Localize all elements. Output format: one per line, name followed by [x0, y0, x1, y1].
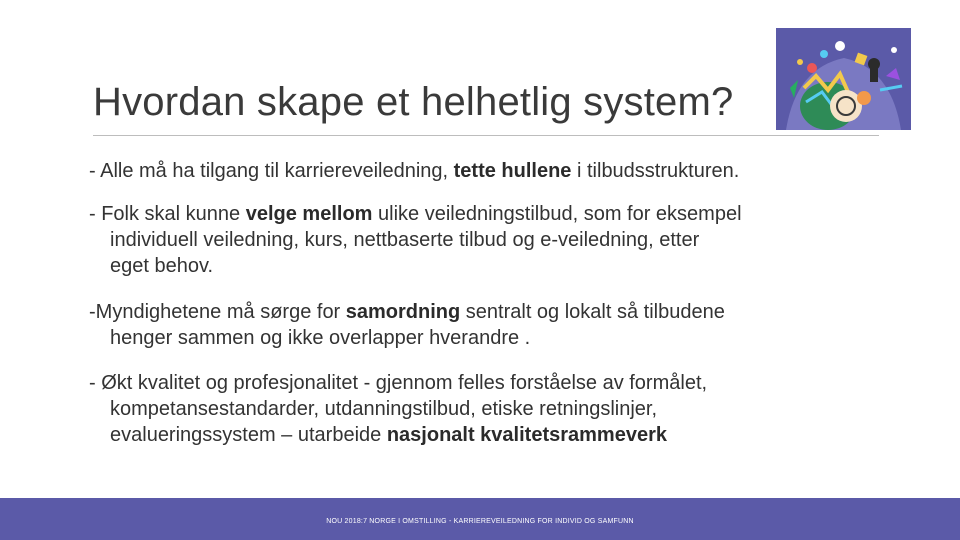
bullet-coordination — [89, 299, 725, 351]
bullet-line: -Myndighetene må sørge for samordning sentralt og lokalt så tilbudene — [89, 301, 725, 323]
bold-phrase: nasjonalt kvalitetsrammeverk — [386, 424, 667, 446]
bullet-line: individuell veiledning, kurs, nettbaserte tilbud og e-veiledning, etter — [110, 229, 700, 251]
bullet-line: - Folk skal kunne velge mellom ulike veiledningstilbud, som for eksempel — [89, 203, 742, 225]
bullet-choice — [89, 201, 742, 279]
bullet-access — [89, 158, 739, 184]
bold-phrase: samordning — [345, 301, 461, 323]
footer-bar — [0, 498, 960, 540]
bullet-line: eget behov. — [110, 255, 214, 277]
bold-phrase: velge mellom — [245, 203, 373, 225]
bullet-line: - Alle må ha tilgang til karriereveiledning, tette hullene i tilbudsstrukturen. — [89, 160, 740, 182]
bullet-line: henger sammen og ikke overlapper hverandre . — [110, 327, 531, 349]
title-divider — [93, 135, 879, 136]
bullet-quality — [89, 370, 707, 448]
bullet-line: evalueringssystem – utarbeide nasjonalt kvalitetsrammeverk — [110, 424, 667, 446]
bold-phrase: tette hullene — [453, 160, 572, 182]
footer-text: NOU 2018:7 NORGE I OMSTILLING - KARRIEREVEILEDNING FOR INDIVID OG SAMFUNN — [326, 518, 634, 525]
bullet-line: kompetansestandarder, utdanningstilbud, etiske retningslinjer, — [110, 398, 658, 420]
bullet-line: - Økt kvalitet og profesjonalitet - gjennom felles forståelse av formålet, — [89, 372, 708, 394]
career-illustration-image — [776, 28, 911, 130]
slide-title: Hvordan skape et helhetlig system? — [93, 80, 734, 124]
